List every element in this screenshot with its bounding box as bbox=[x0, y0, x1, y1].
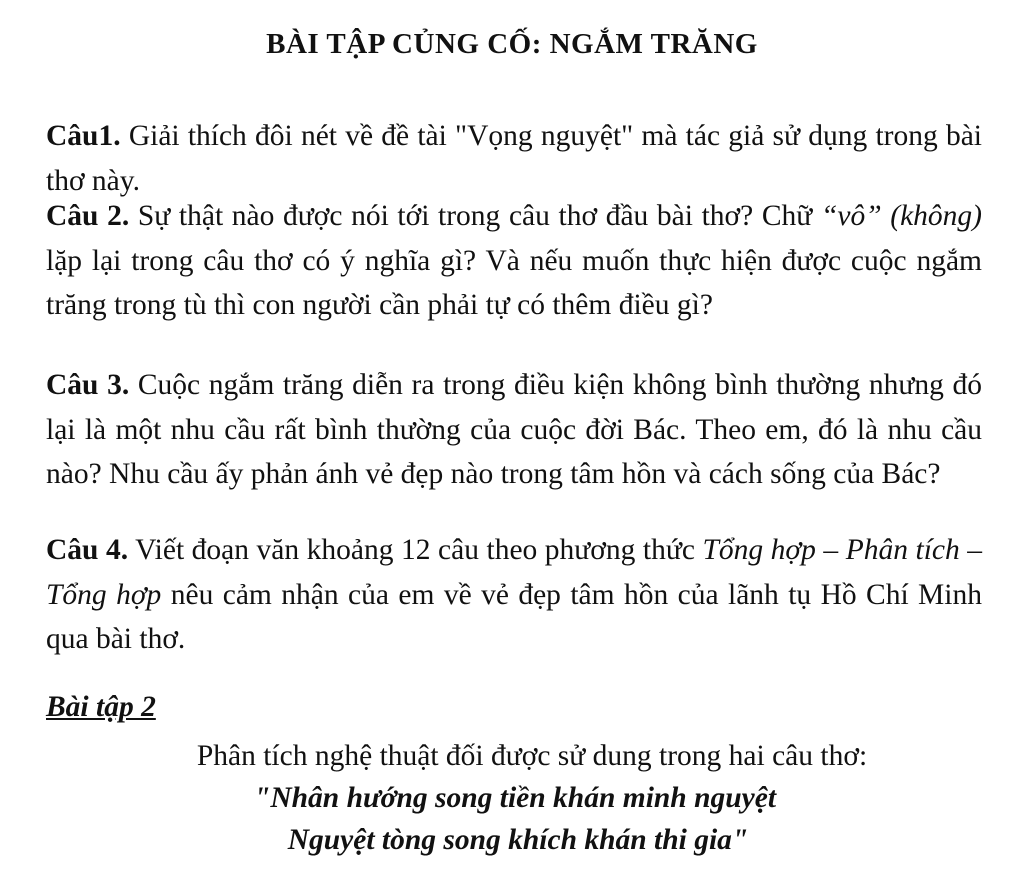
question-3 bbox=[46, 363, 982, 497]
question-2-paren-word: (không) bbox=[890, 200, 982, 232]
question-4-label: Câu 4. bbox=[46, 534, 129, 566]
poem-line-1: "Nhân hướng song tiền khán minh nguyệt bbox=[253, 782, 777, 814]
question-4 bbox=[46, 528, 982, 662]
question-2 bbox=[46, 194, 982, 328]
question-1 bbox=[46, 114, 982, 203]
question-4-text-before: Viết đoạn văn khoảng 12 câu theo phương thức bbox=[128, 534, 703, 566]
question-2-text-before: Sự thật nào được nói tới trong câu thơ đầu bài thơ? Chữ bbox=[129, 200, 821, 232]
question-1-text: Giải thích đôi nét về đề tài "Vọng nguyệt" mà tác giả sử dụng trong bài thơ này. bbox=[46, 120, 982, 197]
question-4-method: Tổng hợp – Phân tích – Tổng hợp bbox=[46, 534, 983, 611]
poem-line-2: Nguyệt tòng song khích khán thi gia" bbox=[287, 824, 749, 856]
question-2-quoted-word: “vô” bbox=[820, 200, 882, 232]
exercise-2-intro: Phân tích nghệ thuật đối được sử dung trong hai câu thơ: bbox=[196, 740, 868, 772]
question-2-label: Câu 2. bbox=[46, 200, 130, 232]
exercise-2-heading: Bài tập 2 bbox=[46, 691, 156, 723]
question-4-text-after: nêu cảm nhận của em về vẻ đẹp tâm hồn của lãnh tụ Hồ Chí Minh qua bài thơ. bbox=[46, 578, 982, 655]
question-1-label: Câu1. bbox=[46, 120, 121, 152]
question-2-text-after: lặp lại trong câu thơ có ý nghĩa gì? Và nếu muốn thực hiện được cuộc ngắm trăng trong tù thì con người cần phải tự có thêm điều gì? bbox=[46, 244, 982, 321]
page-title: BÀI TẬP CỦNG CỐ: NGẮM TRĂNG bbox=[266, 28, 758, 60]
question-3-label: Câu 3. bbox=[46, 369, 130, 401]
question-3-text: Cuộc ngắm trăng diễn ra trong điều kiện không bình thường nhưng đó lại là một nhu cầu rất bình thường của cuộc đời Bác. Theo em, đó là nhu cầu nào? Nhu cầu ấy phản ánh vẻ đẹp nào trong tâm hồn và cách sống của Bác? bbox=[46, 369, 982, 490]
